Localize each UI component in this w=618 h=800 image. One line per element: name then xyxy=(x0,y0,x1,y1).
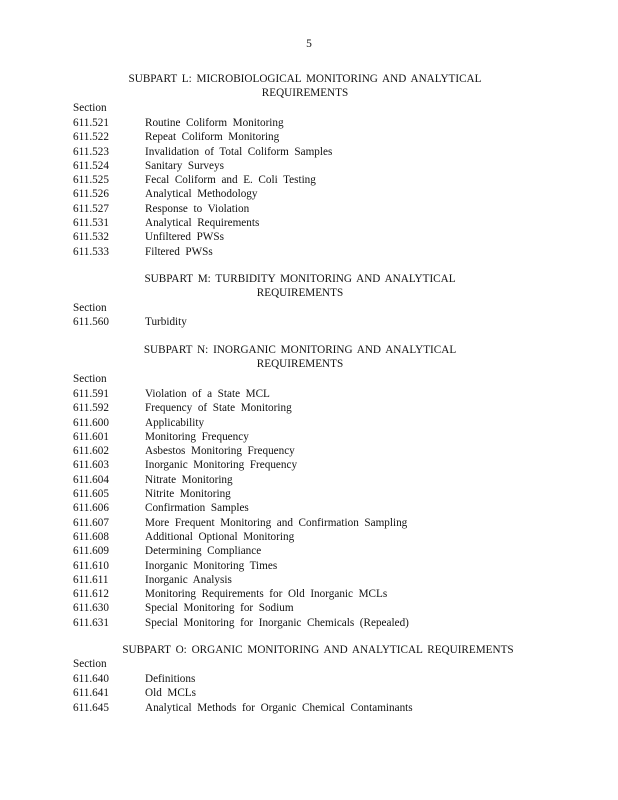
heading-line-1: SUBPART O: ORGANIC MONITORING AND ANALYTICAL REQUIREMENTS xyxy=(122,644,514,656)
section-number: 611.524 xyxy=(73,159,109,172)
section-label: Section xyxy=(73,302,107,314)
list-item xyxy=(73,145,332,159)
list-item xyxy=(73,430,409,444)
page-number: 5 xyxy=(306,38,312,50)
list-item xyxy=(73,173,332,187)
section-title: Special Monitoring for Sodium xyxy=(145,602,294,615)
section-number: 611.531 xyxy=(73,217,109,230)
list-item xyxy=(73,444,409,458)
section-number: 611.522 xyxy=(73,131,109,144)
section-number: 611.526 xyxy=(73,188,109,201)
section-number: 611.592 xyxy=(73,402,109,415)
section-number: 611.610 xyxy=(73,559,109,572)
list-item xyxy=(73,401,409,415)
list-item xyxy=(73,701,413,715)
list-item xyxy=(73,616,409,630)
section-title: Frequency of State Monitoring xyxy=(145,402,292,415)
section-number: 611.521 xyxy=(73,117,109,129)
heading-line-2: REQUIREMENTS xyxy=(261,87,349,100)
subpart-m-heading xyxy=(140,272,460,301)
section-number: 611.641 xyxy=(73,687,109,700)
section-number: 611.602 xyxy=(73,445,109,458)
section-title: Invalidation of Total Coliform Samples xyxy=(145,145,333,158)
section-number: 611.630 xyxy=(73,602,109,615)
section-title: Definitions xyxy=(145,673,196,685)
list-item xyxy=(73,573,409,587)
section-number: 611.523 xyxy=(73,145,109,158)
section-title: Filtered PWSs xyxy=(145,245,213,258)
section-title: Unfiltered PWSs xyxy=(145,231,224,244)
section-title: Analytical Methods for Organic Chemical Contaminants xyxy=(145,701,413,714)
list-item xyxy=(73,544,409,558)
heading-line-2: REQUIREMENTS xyxy=(256,358,344,371)
section-number: 611.631 xyxy=(73,616,109,629)
section-number: 611.604 xyxy=(73,473,109,486)
list-item xyxy=(73,458,409,472)
section-title: Asbestos Monitoring Frequency xyxy=(145,445,295,458)
subpart-o-heading xyxy=(118,643,518,657)
section-number: 611.601 xyxy=(73,430,109,443)
section-title: Monitoring Requirements for Old Inorganic MCLs xyxy=(145,588,388,601)
section-number: 611.609 xyxy=(73,545,109,558)
section-title: Violation of a State MCL xyxy=(145,388,270,400)
list-item xyxy=(73,315,187,329)
section-number: 611.608 xyxy=(73,530,109,543)
section-title: Inorganic Monitoring Frequency xyxy=(145,459,298,472)
section-number: 611.611 xyxy=(73,573,109,586)
subpart-l-list xyxy=(73,116,332,259)
section-number: 611.640 xyxy=(73,673,109,685)
list-item xyxy=(73,559,409,573)
section-number: 611.603 xyxy=(73,459,109,472)
subpart-m-list xyxy=(73,315,187,329)
section-title: Sanitary Surveys xyxy=(145,159,224,172)
section-title: Nitrite Monitoring xyxy=(145,488,231,501)
subpart-n-list xyxy=(73,387,409,630)
list-item xyxy=(73,202,332,216)
section-number: 611.591 xyxy=(73,388,109,400)
section-title: Additional Optional Monitoring xyxy=(145,530,295,543)
list-item xyxy=(73,187,332,201)
list-item xyxy=(73,130,332,144)
section-title: Analytical Methodology xyxy=(145,188,258,201)
list-item xyxy=(73,501,409,515)
section-label: Section xyxy=(73,102,107,114)
list-item xyxy=(73,516,409,530)
section-title: Applicability xyxy=(145,416,205,429)
section-label: Section xyxy=(73,373,107,385)
section-title: Analytical Requirements xyxy=(145,217,260,230)
section-title: Routine Coliform Monitoring xyxy=(145,117,284,129)
section-title: Determining Compliance xyxy=(145,545,262,558)
subpart-l-heading xyxy=(120,72,490,101)
list-item xyxy=(73,473,409,487)
section-title: Repeat Coliform Monitoring xyxy=(145,131,280,144)
section-number: 611.527 xyxy=(73,202,109,215)
section-number: 611.645 xyxy=(73,701,109,714)
section-number: 611.607 xyxy=(73,516,109,529)
list-item xyxy=(73,686,413,700)
list-item xyxy=(73,230,332,244)
section-title: Inorganic Monitoring Times xyxy=(145,559,278,572)
list-item xyxy=(73,530,409,544)
section-number: 611.533 xyxy=(73,245,109,258)
section-number: 611.560 xyxy=(73,316,109,328)
section-title: Fecal Coliform and E. Coli Testing xyxy=(145,174,316,187)
section-title: More Frequent Monitoring and Confirmation Sampling xyxy=(145,516,408,529)
section-title: Monitoring Frequency xyxy=(145,430,249,443)
section-number: 611.612 xyxy=(73,588,109,601)
list-item xyxy=(73,159,332,173)
list-item xyxy=(73,416,409,430)
heading-line-1: SUBPART L: MICROBIOLOGICAL MONITORING AND ANALYTICAL xyxy=(128,73,482,85)
section-title: Confirmation Samples xyxy=(145,502,249,515)
list-item xyxy=(73,387,409,401)
section-title: Response to Violation xyxy=(145,202,250,215)
section-number: 611.600 xyxy=(73,416,109,429)
section-label: Section xyxy=(73,658,107,670)
subpart-n-heading xyxy=(140,343,460,372)
list-item xyxy=(73,587,409,601)
heading-line-2: REQUIREMENTS xyxy=(256,287,344,300)
section-number: 611.606 xyxy=(73,502,109,515)
list-item xyxy=(73,116,332,130)
section-number: 611.532 xyxy=(73,231,109,244)
subpart-o-list xyxy=(73,672,413,715)
section-title: Special Monitoring for Inorganic Chemicals (Repealed) xyxy=(145,616,409,629)
section-number: 611.605 xyxy=(73,488,109,501)
heading-line-1: SUBPART M: TURBIDITY MONITORING AND ANALYTICAL xyxy=(144,273,456,285)
section-number: 611.525 xyxy=(73,174,109,187)
section-title: Nitrate Monitoring xyxy=(145,473,233,486)
section-title: Inorganic Analysis xyxy=(145,573,232,586)
section-title: Old MCLs xyxy=(145,687,196,700)
list-item xyxy=(73,601,409,615)
list-item xyxy=(73,672,413,686)
list-item xyxy=(73,216,332,230)
list-item xyxy=(73,245,332,259)
list-item xyxy=(73,487,409,501)
section-title: Turbidity xyxy=(145,316,187,328)
heading-line-1: SUBPART N: INORGANIC MONITORING AND ANALYTICAL xyxy=(143,344,457,356)
